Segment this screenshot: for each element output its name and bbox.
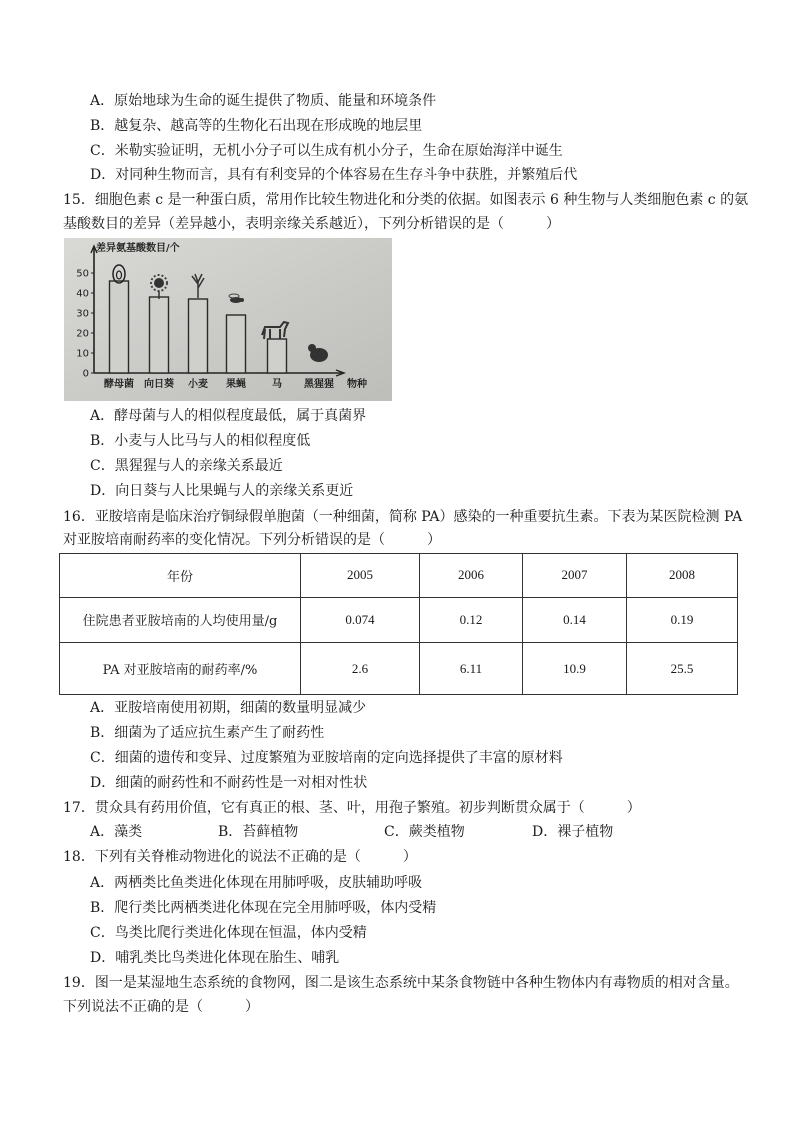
y-tick-label: 10 bbox=[76, 348, 89, 360]
x-category-label: 马 bbox=[272, 379, 282, 390]
q17-option-b: B．苔藓植物 bbox=[218, 824, 299, 840]
table-cell: 6.11 bbox=[420, 643, 523, 695]
x-category-label: 小麦 bbox=[188, 379, 208, 390]
q14-option-d: D．对同种生物而言，具有有利变异的个体容易在生存斗争中获胜，并繁殖后代 bbox=[90, 167, 578, 183]
q16-stem-line1: 16．亚胺培南是临床治疗铜绿假单胞菌（一种细菌，简称 PA）感染的一种重要抗生素。下表为某医院检测 PA bbox=[63, 509, 743, 525]
table-cell: 2.6 bbox=[301, 643, 420, 695]
q17-option-d: D．裸子植物 bbox=[532, 824, 614, 840]
table-header-cell: 年份 bbox=[60, 554, 301, 598]
table-cell: 10.9 bbox=[523, 643, 627, 695]
y-tick-label: 30 bbox=[76, 308, 89, 320]
table-cell: 0.19 bbox=[627, 597, 738, 643]
table-header-cell: 2007 bbox=[523, 554, 627, 598]
amino-acid-difference-chart bbox=[64, 238, 392, 401]
q16-option-b: B．细菌为了适应抗生素产生了耐药性 bbox=[90, 725, 325, 741]
table-cell: 0.12 bbox=[420, 597, 523, 643]
q18-option-a: A．两栖类比鱼类进化体现在用肺呼吸，皮肤辅助呼吸 bbox=[90, 875, 423, 891]
table-row bbox=[60, 597, 738, 643]
q17-option-a: A．藻类 bbox=[90, 824, 143, 840]
table-row-label: 住院患者亚胺培南的人均使用量/g bbox=[60, 597, 301, 643]
table-row bbox=[60, 643, 738, 695]
q15-stem-line1: 15．细胞色素 c 是一种蛋白质，常用作比较生物进化和分类的依据。如图表示 6 种生物与人类细胞色素 c 的氨 bbox=[63, 192, 749, 208]
bar-0 bbox=[110, 281, 129, 373]
y-tick-label: 50 bbox=[76, 268, 89, 280]
q15-option-d: D．向日葵与人比果蝇与人的亲缘关系更近 bbox=[90, 483, 354, 499]
table-header-cell: 2005 bbox=[301, 554, 420, 598]
q15-option-c: C．黑猩猩与人的亲缘关系最近 bbox=[90, 458, 283, 474]
q19-stem-line1: 19．图一是某湿地生态系统的食物网，图二是该生态系统中某条食物链中各种生物体内有毒物质的相对含量。 bbox=[63, 975, 739, 991]
bar-1 bbox=[150, 297, 169, 373]
q17-stem: 17．贯众具有药用价值，它有真正的根、茎、叶，用孢子繁殖。初步判断贯众属于（ ） bbox=[63, 800, 641, 816]
y-tick-label: 0 bbox=[82, 368, 89, 380]
x-category-label: 酵母菌 bbox=[104, 379, 134, 390]
q18-option-c: C．鸟类比爬行类进化体现在恒温，体内受精 bbox=[90, 925, 367, 941]
table-header-cell: 2006 bbox=[420, 554, 523, 598]
bar-4 bbox=[268, 339, 287, 373]
x-axis-label: 物种 bbox=[347, 379, 367, 390]
table-cell: 0.14 bbox=[523, 597, 627, 643]
q16-option-c: C．细菌的遗传和变异、过度繁殖为亚胺培南的定向选择提供了丰富的原材料 bbox=[90, 750, 563, 766]
q18-option-b: B．爬行类比两栖类进化体现在完全用肺呼吸，体内受精 bbox=[90, 900, 437, 916]
table-header-row bbox=[60, 554, 738, 598]
x-category-label: 向日葵 bbox=[144, 379, 174, 390]
q14-option-c: C．米勒实验证明，无机小分子可以生成有机小分子，生命在原始海洋中诞生 bbox=[90, 143, 563, 159]
q15-option-b: B．小麦与人比马与人的相似程度低 bbox=[90, 433, 311, 449]
q16-option-d: D．细菌的耐药性和不耐药性是一对相对性状 bbox=[90, 775, 368, 791]
y-tick-label: 40 bbox=[76, 288, 89, 300]
bar-2 bbox=[189, 299, 208, 373]
q15-stem-line2: 基酸数目的差异（差异越小，表明亲缘关系越近），下列分析错误的是（ ） bbox=[63, 216, 560, 232]
bar-3 bbox=[227, 315, 246, 373]
table-cell: 0.074 bbox=[301, 597, 420, 643]
y-axis-label: 差异氨基酸数目/个 bbox=[96, 243, 180, 254]
q14-option-a: A．原始地球为生命的诞生提供了物质、能量和环境条件 bbox=[90, 93, 437, 109]
q17-option-c: C．蕨类植物 bbox=[384, 824, 465, 840]
table-row-label: PA 对亚胺培南的耐药率/% bbox=[60, 643, 301, 695]
q16-stem-line2: 对亚胺培南耐药率的变化情况。下列分析错误的是（ ） bbox=[63, 532, 441, 548]
x-category-label: 黑猩猩 bbox=[304, 379, 334, 390]
q19-stem-line2: 下列说法不正确的是（ ） bbox=[63, 999, 259, 1015]
q15-option-a: A．酵母菌与人的相似程度最低，属于真菌界 bbox=[90, 408, 367, 424]
resistance-table bbox=[59, 553, 738, 695]
q17-options-row bbox=[90, 822, 730, 842]
y-tick-label: 20 bbox=[76, 328, 89, 340]
q14-option-b: B．越复杂、越高等的生物化石出现在形成晚的地层里 bbox=[90, 118, 423, 134]
q16-option-a: A．亚胺培南使用初期，细菌的数量明显减少 bbox=[90, 700, 367, 716]
q18-stem: 18．下列有关脊椎动物进化的说法不正确的是（ ） bbox=[63, 849, 417, 865]
table-header-cell: 2008 bbox=[627, 554, 738, 598]
table-cell: 25.5 bbox=[627, 643, 738, 695]
q18-option-d: D．哺乳类比鸟类进化体现在胎生、哺乳 bbox=[90, 950, 340, 966]
x-category-label: 果蝇 bbox=[226, 379, 246, 390]
